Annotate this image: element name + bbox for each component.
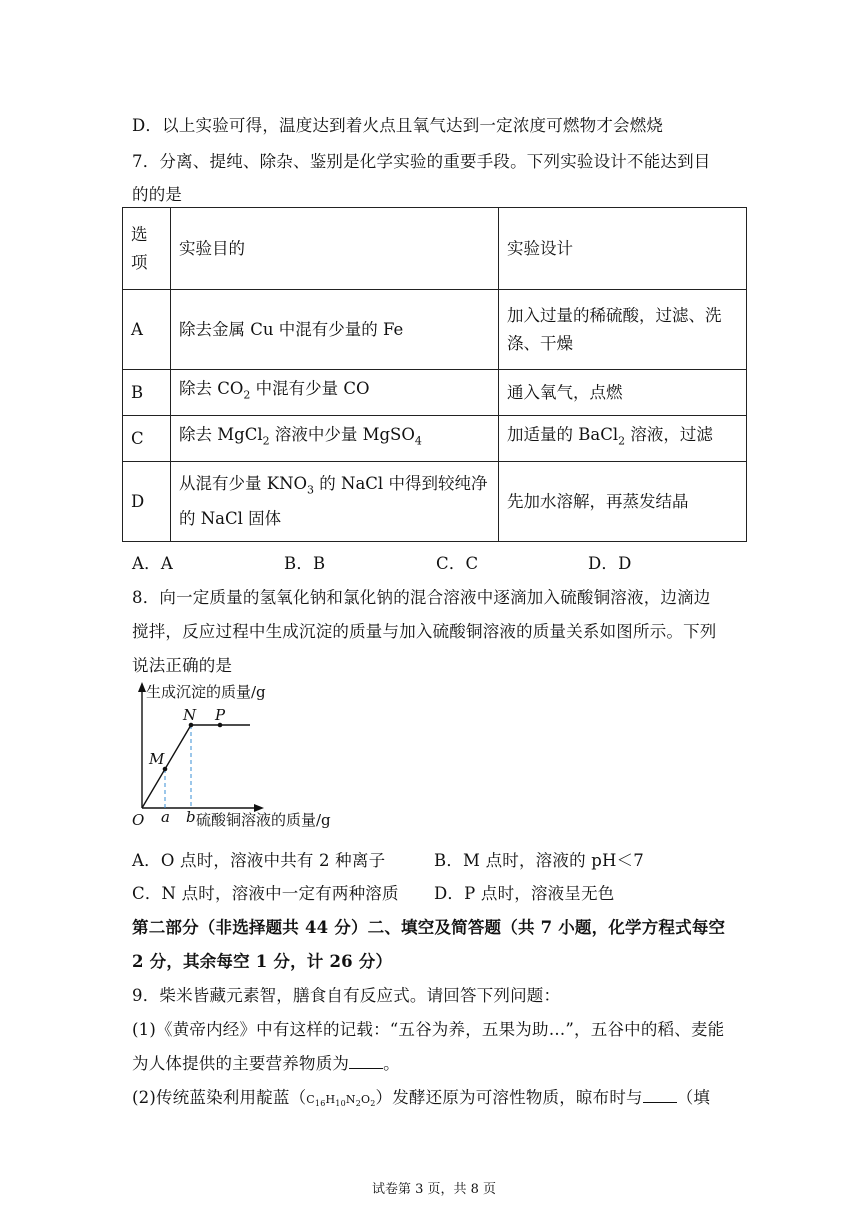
header-purpose: 实验目的 [171, 208, 499, 290]
q7-table [122, 207, 747, 542]
y-axis-label: 生成沉淀的质量/g [146, 683, 266, 701]
header-design: 实验设计 [499, 208, 747, 290]
q8-choices-row2 [132, 880, 614, 904]
table-row [123, 370, 747, 416]
label-n: N [183, 706, 197, 724]
q8-choice-a: A．O 点时，溶液中共有 2 种离子 [132, 851, 386, 870]
row-option: D [123, 462, 171, 542]
row-design: 加适量的 BaCl$_2$ 溶液，过滤 [499, 416, 747, 462]
label-m: M [149, 750, 165, 768]
row-option: A [123, 290, 171, 370]
q7-stem-line1: 7．分离、提纯、除杂、鉴别是化学实验的重要手段。下列实验设计不能达到目 [132, 152, 711, 171]
header-option: 选 项 [123, 208, 171, 290]
q9-part1-line1: (1)《黄帝内经》中有这样的记载：“五谷为养，五果为助…”，五谷中的稻、麦能 [132, 1020, 725, 1039]
choice-b: B．B [284, 554, 326, 573]
y-axis-arrow [138, 682, 146, 692]
q8-stem-line1: 8．向一定质量的氢氧化钠和氯化钠的混合溶液中逐滴加入硫酸铜溶液，边滴边 [132, 588, 711, 607]
row-purpose: 除去 $CO_2$ 中混有少量 CO [171, 370, 499, 416]
table-row [123, 290, 747, 370]
row-purpose: 从混有少量 $KNO_3$ 的 NaCl 中得到较纯净 的 NaCl 固体 [171, 462, 499, 542]
answer-blank[interactable] [643, 1088, 677, 1103]
row-option: B [123, 370, 171, 416]
q9-part1-line2: 为人体提供的主要营养物质为 。 [132, 1054, 400, 1073]
table-header-row [123, 208, 747, 290]
q8-choice-b: B．M 点时，溶液的 pH＜7 [434, 851, 644, 870]
q8-choices-row1 [132, 847, 644, 871]
precipitate-graph [128, 680, 368, 835]
x-axis-label: 硫酸铜溶液的质量/g [196, 811, 331, 829]
q8-choice-d: D．P 点时，溶液呈无色 [434, 884, 615, 903]
label-origin: O [132, 811, 145, 829]
option-d-text: D．以上实验可得，温度达到着火点且氧气达到一定浓度可燃物才会燃烧 [132, 116, 664, 135]
row-design: 加入过量的稀硫酸，过滤、洗 涤、干燥 [499, 290, 747, 370]
choice-a: A．A [132, 554, 173, 573]
q7-choices [132, 550, 632, 574]
q9-part2-line: (2)传统蓝染利用靛蓝$(C_{16}H_{10}N_2O_2)$发酵还原为可溶性物质，晾布时与 （填 [132, 1088, 711, 1109]
q7-stem-line2: 的的是 [132, 185, 183, 204]
part2-heading-line2: 2 分，其余每空 1 分，计 26 分） [132, 952, 393, 971]
row-option: C [123, 416, 171, 462]
row-design: 先加水溶解，再蒸发结晶 [499, 462, 747, 542]
part2-heading-line1: 第二部分（非选择题共 44 分）二、填空及简答题（共 7 小题，化学方程式每空 [132, 918, 726, 937]
q8-choice-c: C．N 点时，溶液中一定有两种溶质 [132, 884, 399, 903]
table-row [123, 416, 747, 462]
answer-blank[interactable] [349, 1054, 383, 1069]
label-p: P [215, 706, 226, 724]
q9-stem: 9．柴米皆藏元素智，膳食自有反应式。请回答下列问题： [132, 986, 561, 1005]
row-purpose: 除去 MgCl$_2$ 溶液中少量 MgSO$_4$ [171, 416, 499, 462]
q8-stem-line2: 搅拌，反应过程中生成沉淀的质量与加入硫酸铜溶液的质量关系如图所示。下列 [132, 622, 717, 641]
q8-stem-line3: 说法正确的是 [132, 656, 233, 675]
choice-d: D．D [588, 554, 632, 573]
row-design: 通入氧气，点燃 [499, 370, 747, 416]
page-footer: 试卷第 3 页，共 8 页 [371, 1182, 497, 1197]
choice-c: C．C [436, 554, 479, 573]
table-row [123, 462, 747, 542]
row-purpose: 除去金属 Cu 中混有少量的 Fe [171, 290, 499, 370]
label-a: a [161, 808, 170, 826]
label-b: b [186, 808, 196, 826]
